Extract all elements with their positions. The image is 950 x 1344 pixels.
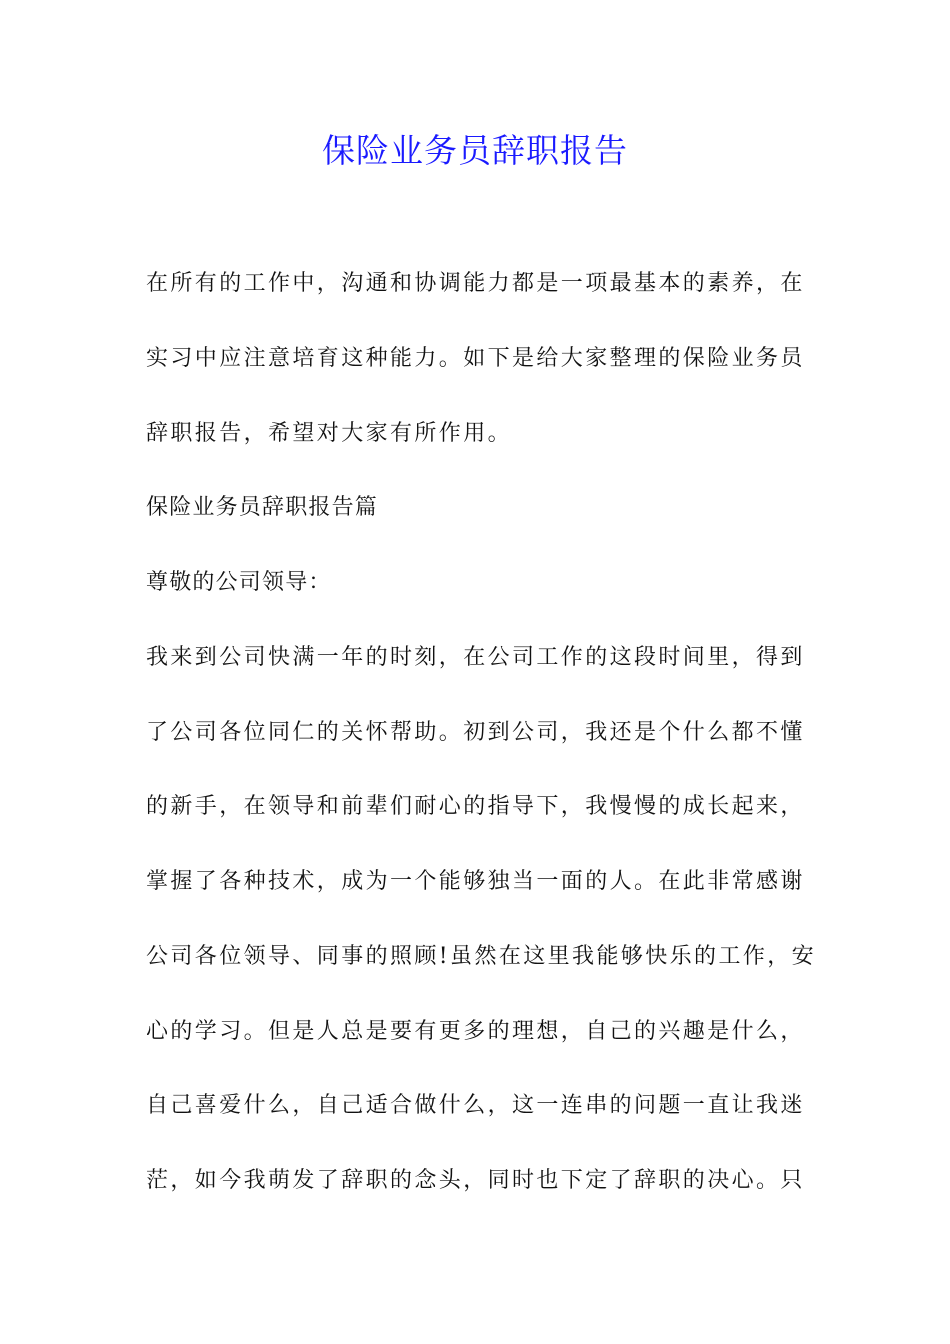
- paragraph-line: 实习中应注意培育这种能力。如下是给大家整理的保险业务员: [146, 346, 805, 371]
- paragraph-line: 茫，如今我萌发了辞职的念头，同时也下定了辞职的决心。只: [146, 1168, 805, 1193]
- salutation: 尊敬的公司领导：: [146, 570, 332, 595]
- paragraph-line: 的新手，在领导和前辈们耐心的指导下，我慢慢的成长起来，: [146, 794, 805, 819]
- paragraph-line: 掌握了各种技术，成为一个能够独当一面的人。在此非常感谢: [146, 869, 805, 894]
- section-heading: 保险业务员辞职报告篇: [146, 495, 379, 520]
- paragraph-line: 在所有的工作中，沟通和协调能力都是一项最基本的素养，在: [146, 271, 805, 296]
- paragraph-line: 自己喜爱什么，自己适合做什么，这一连串的问题一直让我迷: [146, 1093, 805, 1118]
- paragraph-line: 辞职报告，希望对大家有所作用。: [146, 421, 513, 446]
- paragraph-line: 公司各位领导、同事的照顾!虽然在这里我能够快乐的工作，安: [146, 944, 817, 969]
- document-title: 保险业务员辞职报告: [322, 131, 628, 170]
- paragraph-line: 心的学习。但是人总是要有更多的理想，自己的兴趣是什么，: [146, 1019, 805, 1044]
- paragraph-line: 我来到公司快满一年的时刻，在公司工作的这段时间里，得到: [146, 645, 805, 670]
- paragraph-line: 了公司各位同仁的关怀帮助。初到公司，我还是个什么都不懂: [146, 720, 805, 745]
